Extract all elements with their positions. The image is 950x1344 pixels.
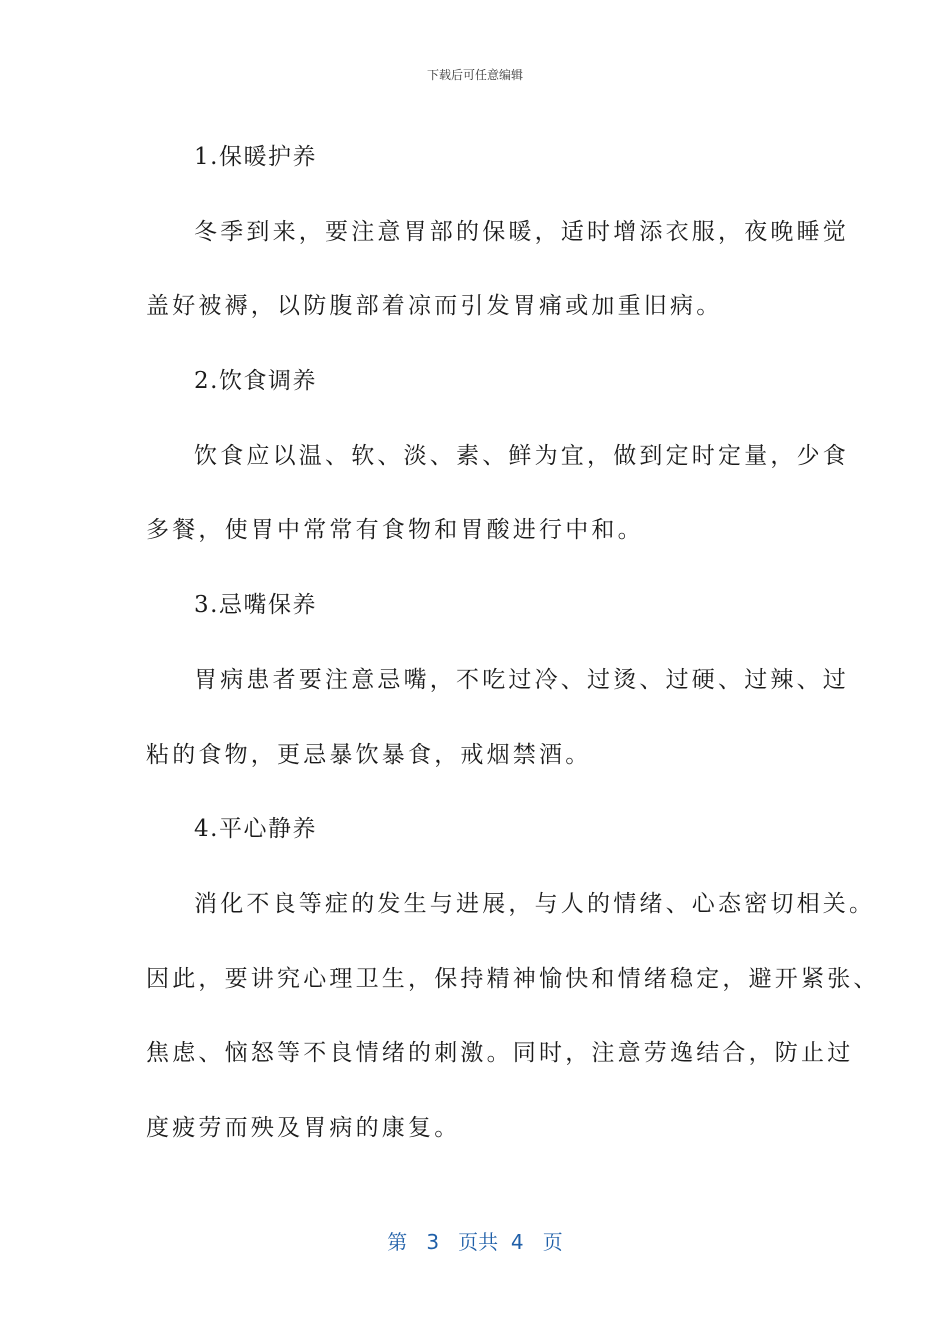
page-footer <box>0 1226 950 1255</box>
paragraph-line: 消化不良等症的发生与进展，与人的情绪、心态密切相关。 <box>194 890 876 917</box>
paragraph-line: 多餐，使胃中常常有食物和胃酸进行中和。 <box>146 517 644 544</box>
paragraph-line: 冬季到来，要注意胃部的保暖，适时增添衣服，夜晚睡觉 <box>194 218 849 245</box>
paragraph-line: 盖好被褥，以防腹部着凉而引发胃痛或加重旧病。 <box>146 293 723 320</box>
page-suffix: 页 <box>542 1230 563 1254</box>
header-note: 下载后可任意编辑 <box>426 68 523 82</box>
section-heading: 3.忌嘴保养 <box>194 592 317 619</box>
current-page-number: 3 <box>426 1230 440 1254</box>
page-prefix: 第 <box>387 1230 408 1254</box>
total-pages-number: 4 <box>510 1230 524 1254</box>
paragraph-line: 焦虑、恼怒等不良情绪的刺激。同时，注意劳逸结合，防止过 <box>146 1040 854 1067</box>
section-heading: 1.保暖护养 <box>194 144 317 170</box>
page-mid-text: 页共 <box>458 1230 499 1254</box>
paragraph-line: 因此，要讲究心理卫生，保持精神愉快和情绪稳定，避开紧张、 <box>146 965 880 992</box>
section-heading: 4.平心静养 <box>194 816 317 843</box>
paragraph-line: 胃病患者要注意忌嘴，不吃过冷、过烫、过硬、过辣、过 <box>194 666 849 693</box>
paragraph-line: 粘的食物，更忌暴饮暴食，戒烟禁酒。 <box>146 741 592 768</box>
paragraph-line: 度疲劳而殃及胃病的康复。 <box>146 1114 461 1141</box>
section-heading: 2.饮食调养 <box>194 368 317 395</box>
document-body <box>146 120 880 1166</box>
paragraph-line: 饮食应以温、软、淡、素、鲜为宜，做到定时定量，少食 <box>194 442 849 469</box>
